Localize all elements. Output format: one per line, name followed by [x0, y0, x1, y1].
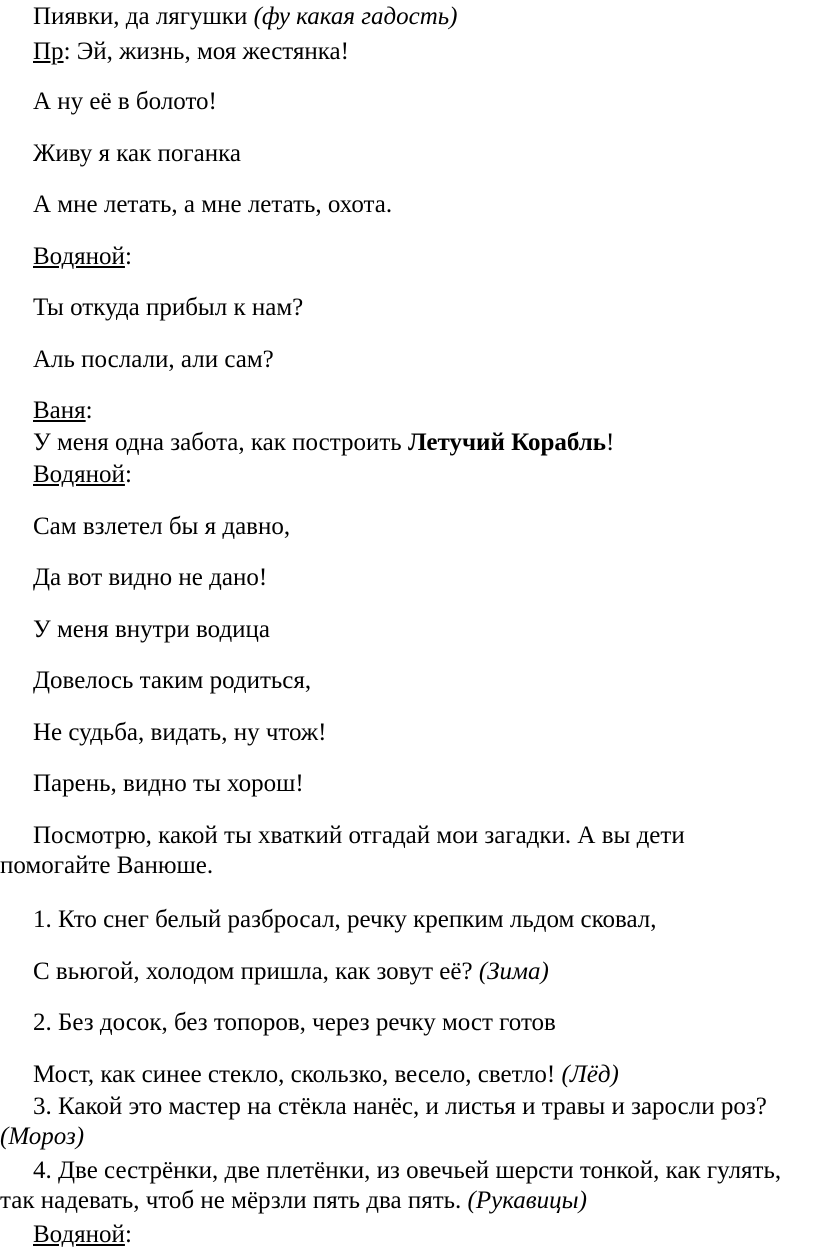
riddle-answer: (Мороз) [0, 1123, 85, 1150]
speaker-name: Водяной [33, 461, 125, 488]
text-line: Аль послали, али сам? [33, 346, 274, 373]
text-line: Довелось таким родиться, [33, 667, 312, 694]
text-line: Сам взлетел бы я давно, [33, 513, 291, 540]
text-line: Не судьба, видать, ну чтож! [33, 719, 327, 746]
riddle-line: С вьюгой, холодом пришла, как зовут её? (Зима) [33, 958, 549, 985]
text-line: Парень, видно ты хорош! [33, 770, 304, 797]
speaker-line: Водяной: [33, 243, 132, 270]
speaker-name: Водяной [33, 243, 125, 270]
speaker-line: Водяной: [33, 461, 132, 488]
text-line: Ты откуда прибыл к нам? [33, 294, 304, 321]
riddle-paragraph: 4. Две сестрёнки, две плетёнки, из овечьей шерсти тонкой, как гулять, так надевать, чтоб не мёрзли пять два пять. (Рукавицы) [0, 1157, 782, 1214]
paragraph: Посмотрю, какой ты хваткий отгадай мои загадки. А вы дети помогайте Ванюше. [0, 822, 685, 879]
speaker-name: Водяной [33, 1221, 125, 1248]
speaker-name: Пр [33, 38, 64, 65]
text-line: Да вот видно не дано! [33, 564, 268, 591]
text-line: Живу я как поганка [33, 140, 241, 167]
dialogue-line: Пр: Эй, жизнь, моя жестянка! [33, 38, 349, 65]
speaker-line: Водяной: [33, 1221, 132, 1248]
riddle-line: 1. Кто снег белый разбросал, речку крепким льдом сковал, [33, 906, 657, 933]
riddle-line: Мост, как синее стекло, скользко, весело, светло! (Лёд) [33, 1061, 619, 1088]
text-line: У меня одна забота, как построить Летучий Корабль! [33, 429, 615, 456]
text-line: Пиявки, да лягушки (фу какая гадость) [33, 3, 458, 30]
text-line: У меня внутри водица [33, 616, 271, 643]
text-line: А ну её в болото! [33, 88, 217, 115]
stage-direction: (фу какая гадость) [253, 3, 458, 30]
riddle-answer: (Зима) [478, 958, 549, 985]
riddle-line: 2. Без досок, без топоров, через речку мост готов [33, 1009, 556, 1036]
riddle-answer: (Лёд) [561, 1061, 619, 1088]
speaker-line: Ваня: [33, 397, 93, 424]
riddle-paragraph: 3. Какой это мастер на стёкла нанёс, и листья и травы и заросли роз? (Мороз) [0, 1093, 767, 1150]
speaker-name: Ваня [33, 397, 86, 424]
ship-title: Летучий Корабль [407, 429, 607, 456]
riddle-answer: (Рукавицы) [467, 1187, 587, 1214]
text-line: А мне летать, а мне летать, охота. [33, 191, 393, 218]
